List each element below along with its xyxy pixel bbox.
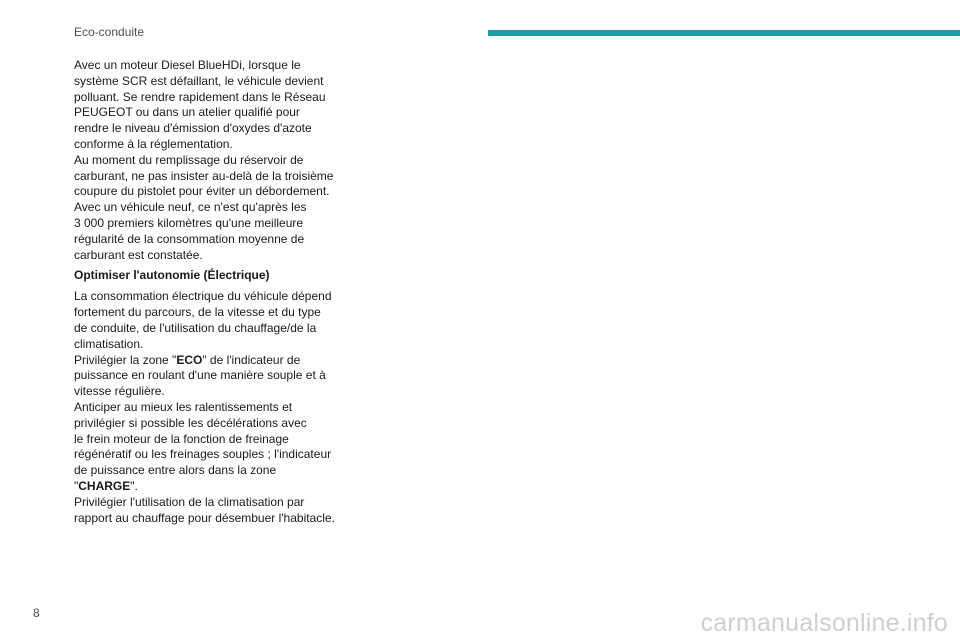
- paragraph-charge-zone: [74, 400, 374, 495]
- paragraph-bluehdi: Avec un moteur Diesel BlueHDi, lorsque le système SCR est défaillant, le véhicule devient polluant. Se rendre rapidement dans le Réseau PEUGEOT ou dans un atelier qualifié pour rendre le niveau d'émission d'oxydes d'azote conforme à la réglementation.: [74, 58, 326, 151]
- eco-text-after: " de l'indicateur de puissance en roulant d'une manière souple et à vitesse régulière.: [74, 352, 326, 399]
- paragraph-refuel: Au moment du remplissage du réservoir de carburant, ne pas insister au-delà de la troisième coupure du pistolet pour éviter un débordement.: [74, 152, 334, 199]
- paragraph-consumption: La consommation électrique du véhicule dépend fortement du parcours, de la vitesse et du type de conduite, de l'utilisation du chauffage/de la climatisation.: [74, 289, 332, 351]
- paragraph-demist: Privilégier l'utilisation de la climatisation par rapport au chauffage pour désembuer l'habitacle.: [74, 494, 335, 525]
- charge-keyword: CHARGE: [78, 478, 131, 493]
- paragraph-new-vehicle: Avec un véhicule neuf, ce n'est qu'après les 3 000 premiers kilomètres qu'une meilleure régularité de la consommation moyenne de carburant est constatée.: [74, 200, 307, 262]
- watermark: carmanualsonline.info: [700, 609, 948, 637]
- eco-text-before: Privilégier la zone ": [74, 352, 177, 367]
- charge-text-before: Anticiper au mieux les ralentissements et privilégier si possible les décélérations avec le frein moteur de la fonction de freinage régénératif ou les freinages souples ; l'indicateur de puissance entre alors dans la zone ": [74, 399, 332, 493]
- section-heading: Optimiser l'autonomie (Électrique): [74, 268, 270, 283]
- page-number: 8: [33, 606, 40, 620]
- charge-text-after: ".: [130, 478, 138, 493]
- text-column: [74, 58, 374, 526]
- accent-bar: [488, 30, 960, 36]
- eco-keyword: ECO: [176, 352, 203, 367]
- paragraph-eco-zone: [74, 353, 374, 400]
- section-header: Eco-conduite: [74, 25, 145, 39]
